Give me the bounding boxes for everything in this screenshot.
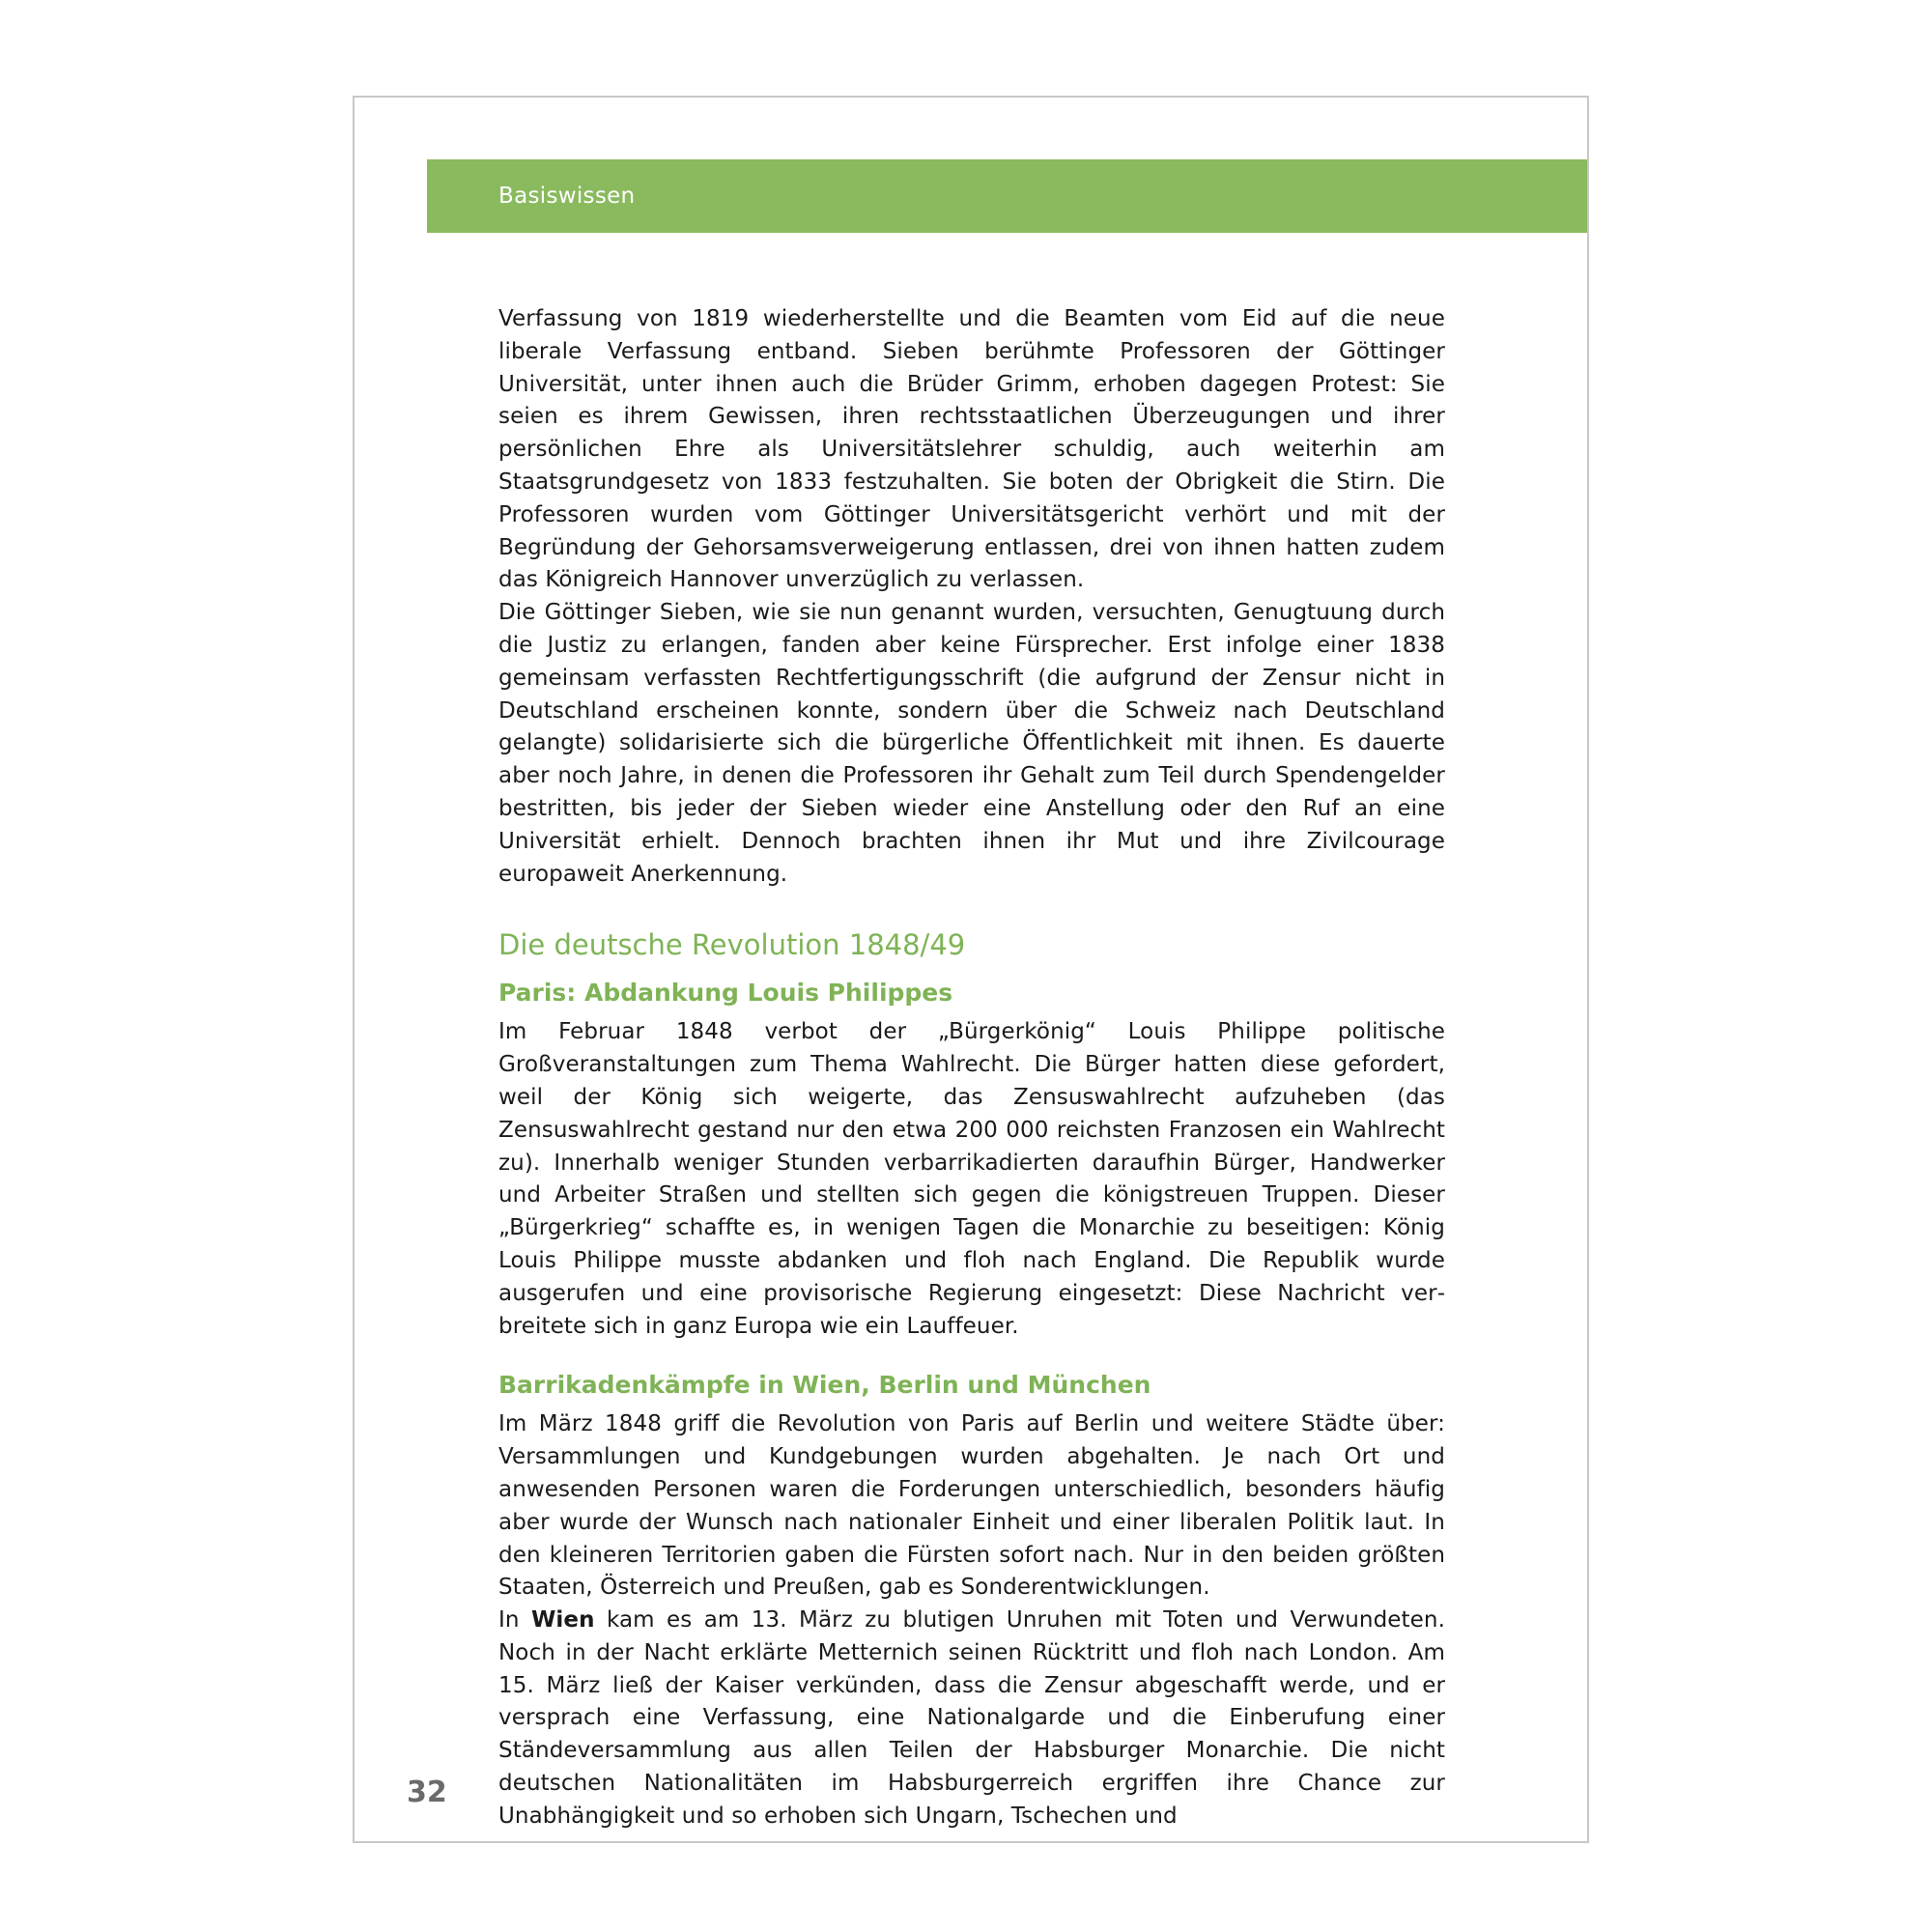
wien-bold: Wien: [530, 1607, 595, 1634]
section-title: Die deutsche Revolution 1848/49: [498, 928, 966, 962]
intro-paragraph-2: Die Göttinger Sieben, wie sie nun genannt wurden, versuchten, Genugtuung durch die Justiz zu erlangen, fanden aber keine Fürsprecher. Erst infolge einer 1838 gemeinsam verfassten Rechtfertigungsschrift (die aufgrund der Zensur nicht in Deutschland erscheinen konnte, sondern über die Schweiz nach Deutschland gelangte) solidarisierte sich die bürgerliche Öffentlichkeit mit ihnen. Es dauerte aber noch Jahre, in denen die Professoren ihr Gehalt zum Teil durch Spendengelder bestritten, bis jeder der Sieben wieder eine Anstellung oder den Ruf an eine Universität erhielt. Dennoch brachten ihnen ihr Mut und ihre Zivilcourage europaweit Anerkennung.: [498, 600, 1445, 887]
page-number: 32: [407, 1776, 447, 1809]
page-content: [498, 303, 1445, 1833]
header-label: Basiswissen: [498, 184, 636, 209]
barrikaden-paragraph-1: Im März 1848 griff die Revolution von Paris auf Berlin und weitere Städte über: Versammlungen und Kundgebungen wurden abgehalten. Je nach Ort und anwesenden Personen waren die Forderungen unterschiedlich, besonders häufig aber wurde der Wunsch nach nationaler Einheit und einer liberalen Politik laut. In den kleineren Territorien gaben die Fürsten sofort nach. Nur in den beiden größten Staaten, Österreich und Preußen, gab es Sonderentwicklungen.: [498, 1411, 1445, 1601]
wien-prefix: In: [498, 1607, 531, 1634]
intro-paragraph-1: Verfassung von 1819 wiederherstellte und die Beamten vom Eid auf die neue liberale Verfassung entband. Sieben berühmte Professoren der Göttinger Universität, unter ihnen auch die Brüder Grimm, erhoben dagegen Protest: Sie seien es ihrem Gewissen, ihren rechtsstaatlichen Überzeugungen und ihrer persönlichen Ehre als Universitätslehrer schuldig, auch weiterhin am Staatsgrundgesetz von 1833 festzuhalten. Sie boten der Obrigkeit die Stirn. Die Professoren wurden vom Göttinger Universitätsgericht verhört und mit der Begründung der Gehorsamsverweigerung entlassen, drei von ihnen hatten zudem das Königreich Hannover unverzüglich zu verlassen.: [498, 306, 1445, 593]
subsection-title-barrikaden: Barrikadenkämpfe in Wien, Berlin und München: [498, 1371, 1151, 1400]
subsection-title-paris: Paris: Abdankung Louis Philippes: [498, 979, 953, 1008]
barrikaden-paragraph-2: [498, 1605, 1445, 1833]
paris-paragraph: Im Februar 1848 verbot der „Bürgerkönig“ Louis Philippe politische Großveranstaltungen zum Thema Wahlrecht. Die Bürger hatten diese gefordert, weil der König sich weigerte, das Zensuswahlrecht aufzuheben (das Zensuswahlrecht gestand nur den etwa 200 000 reichsten Franzosen ein Wahlrecht zu). Innerhalb weniger Stunden verbarrikadierten daraufhin Bürger, Handwerker und Arbeiter Straßen und stellten sich gegen die königstreuen Truppen. Dieser „Bürgerkrieg“ schaffte es, in wenigen Tagen die Monarchie zu beseitigen: König Louis Philippe musste abdanken und floh nach England. Die Republik wurde ausgerufen und eine provisorische Regierung eingesetzt: Diese Nachricht verbreitete sich in ganz Europa wie ein Lauffeuer.: [498, 1019, 1445, 1339]
wien-text: kam es am 13. März zu blutigen Unruhen mit Toten und Verwundeten. Noch in der Nacht erklärte Metternich seinen Rücktritt und floh nach London. Am 15. März ließ der Kaiser verkünden, dass die Zensur abgeschafft werde, und er versprach eine Verfassung, eine Nationalgarde und die Einberufung einer Ständeversammlung aus allen Teilen der Habsburger Monarchie. Die nicht deutschen Nationalitäten im Habsburgerreich ergriffen ihre Chance zur Unabhängigkeit und so erhoben sich Ungarn, Tschechen und: [498, 1607, 1445, 1829]
section-header-bar: [427, 159, 1587, 233]
book-page: [353, 96, 1589, 1843]
